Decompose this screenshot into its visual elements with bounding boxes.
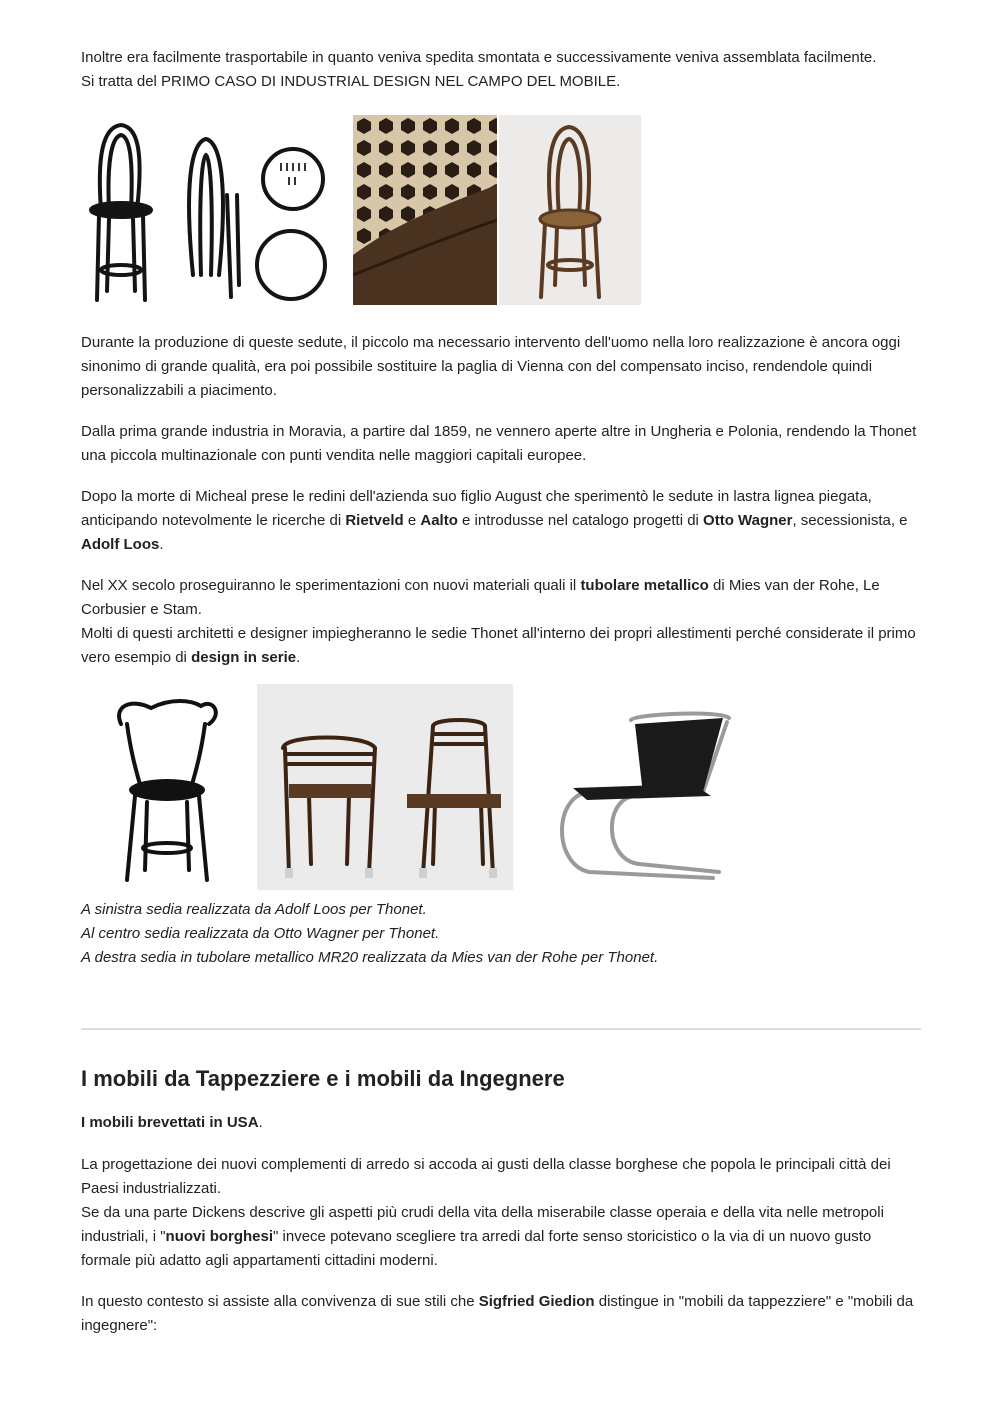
august-paragraph: Dopo la morte di Micheal prese le redini dell'azienda suo figlio August che sperimentò le sedute in lastra lignea piegata, anticipando notevolmente le ricerche di Rietveld e Aalto e introdusse nel catalogo progetti di Otto Wagner, secessionista, e Adolf Loos. <box>81 488 908 553</box>
twentieth-century-paragraph: Nel XX secolo proseguiranno le sperimentazioni con nuovi materiali quali il tubolare metallico di Mies van der Rohe, Le Corbusier e Stam. Molti di questi architetti e designer impiegheranno le sedie Thonet all'interno dei propri allestimenti perché considerate il primo vero esempio di design in serie. <box>81 577 916 666</box>
article-body <box>81 46 921 970</box>
intro-paragraph: Inoltre era facilmente trasportabile in quanto veniva spedita smontata e successivamente veniva assemblata facilmente. Si tratta del PRIMO CASO DI INDUSTRIAL DESIGN NEL CAMPO DEL MOBILE. <box>81 49 877 90</box>
section-heading: I mobili da Tappezziere e i mobili da Ingegnere <box>81 1066 565 1091</box>
production-paragraph: Durante la produzione di queste sedute, il piccolo ma necessario intervento dell'uomo nella loro realizzazione è ancora oggi sinonimo di grande qualità, era poi possibile sostituire la paglia di Vienna con del compensato inciso, rendendole quindi personalizzabili a piacimento. <box>81 334 901 399</box>
image-caption: A sinistra sedia realizzata da Adolf Loos per Thonet. Al centro sedia realizzata da Otto Wagner per Thonet. A destra sedia in tubolare metallico MR20 realizzata da Mies van der Rohe per Thonet. <box>81 901 659 966</box>
mies-mr20-chair-image <box>543 684 743 890</box>
bentwood-chair-no14-image <box>499 115 641 305</box>
otto-wagner-chairs-image <box>257 684 513 890</box>
section-divider <box>81 1028 921 1030</box>
section-subtitle: I mobili brevettati in USA. <box>81 1114 263 1131</box>
adolf-loos-chair-image <box>91 684 251 890</box>
designer-chairs-row <box>81 684 921 890</box>
vienna-straw-weave-image <box>353 115 497 305</box>
section-body <box>81 1111 921 1355</box>
giedion-paragraph: In questo contesto si assiste alla convivenza di sue stili che Sigfried Giedion distingue in "mobili da tappezziere" e "mobili da ingegnere": <box>81 1293 914 1334</box>
disassembled-chair-image <box>81 115 341 305</box>
thonet-images-row <box>81 115 921 305</box>
borghese-paragraph: La progettazione dei nuovi complementi di arredo si accoda ai gusti della classe borghese che popola le principali città dei Paesi industrializzati. <box>81 1156 891 1197</box>
dickens-paragraph: Se da una parte Dickens descrive gli aspetti più crudi della vita della miserabile classe operaia e della vita nelle metropoli industriali, i "nuovi borghesi" invece potevano scegliere tra arredi dal forte senso storicistico o la via di un nuovo gusto formale più adatto agli appartamenti cittadini moderni. <box>81 1204 884 1269</box>
moravia-paragraph: Dalla prima grande industria in Moravia, a partire dal 1859, ne vennero aperte altre in Ungheria e Polonia, rendendo la Thonet una piccola multinazionale con punti vendita nelle maggiori capitali europee. <box>81 423 917 464</box>
